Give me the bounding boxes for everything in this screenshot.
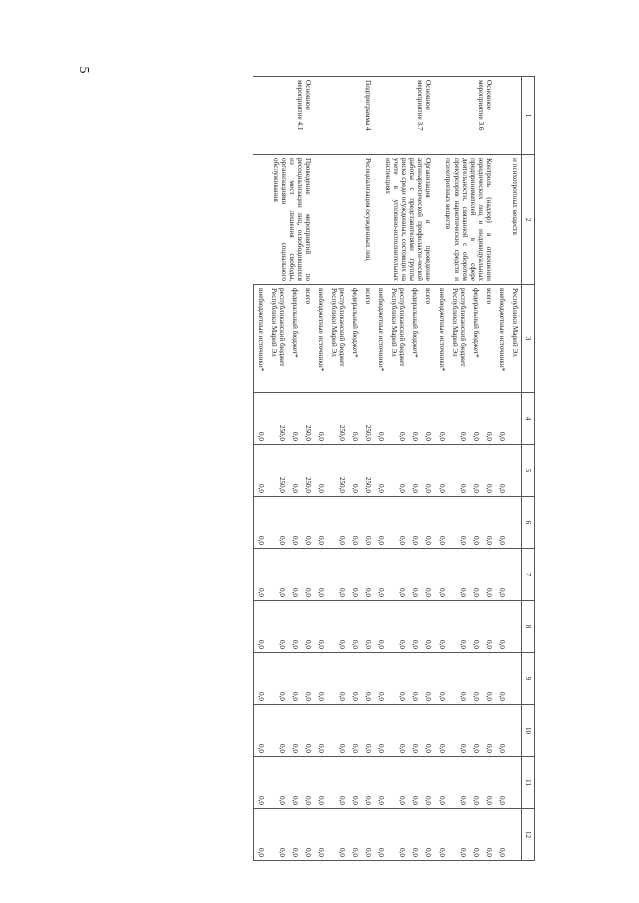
- amount-cell: 0,0: [482, 601, 495, 653]
- amount-cell: 0,0: [348, 757, 361, 809]
- amount-cell: 0,0: [314, 757, 327, 809]
- amount-cell: 0,0: [327, 653, 348, 705]
- amount-cell: 250,0: [301, 445, 314, 497]
- program-code-cell: Подпрограмма 4: [314, 77, 374, 155]
- amount-cell: 0,0: [495, 757, 508, 809]
- amount-cell: 0,0: [361, 497, 374, 549]
- amount-cell: 0,0: [361, 653, 374, 705]
- amount-cell: 0,0: [469, 445, 482, 497]
- amount-cell: 0,0: [408, 497, 421, 549]
- amount-cell: 0,0: [314, 497, 327, 549]
- amount-cell: 0,0: [482, 445, 495, 497]
- amount-cell: 0,0: [421, 601, 434, 653]
- header-cell: 3: [521, 285, 534, 393]
- header-cell: 7: [521, 549, 534, 601]
- amount-cell: 0,0: [314, 445, 327, 497]
- amount-cell: 0,0: [253, 445, 267, 497]
- amount-cell: 0,0: [495, 705, 508, 757]
- amount-cell: 0,0: [387, 809, 408, 861]
- amount-cell: 0,0: [253, 601, 267, 653]
- amount-cell: 0,0: [408, 653, 421, 705]
- amount-cell: 0,0: [469, 705, 482, 757]
- amount-cell: 0,0: [301, 549, 314, 601]
- amount-cell: 0,0: [408, 757, 421, 809]
- funding-source-cell: республиканский бюджет Республики Марий Эл: [448, 285, 469, 393]
- amount-cell: 0,0: [482, 653, 495, 705]
- amount-cell: 0,0: [469, 549, 482, 601]
- header-cell: 8: [521, 601, 534, 653]
- amount-cell: 0,0: [301, 497, 314, 549]
- amount-cell: 0,0: [253, 549, 267, 601]
- amount-cell: 0,0: [482, 393, 495, 445]
- program-description-cell: и психотропных веществ: [495, 155, 522, 285]
- amount-cell: 0,0: [348, 705, 361, 757]
- funding-source-cell: республиканский бюджет Республики Марий Эл: [387, 285, 408, 393]
- amount-cell: 0,0: [435, 393, 448, 445]
- program-code-cell: [495, 77, 522, 155]
- amount-cell: 0,0: [374, 497, 387, 549]
- amount-cell: 0,0: [327, 497, 348, 549]
- amount-cell: 0,0: [314, 601, 327, 653]
- amount-cell: 0,0: [495, 445, 508, 497]
- amount-cell: 0,0: [469, 653, 482, 705]
- amount-cell: 0,0: [301, 757, 314, 809]
- amount-cell: 0,0: [253, 705, 267, 757]
- amount-cell: 0,0: [495, 809, 508, 861]
- amount-cell: 0,0: [421, 705, 434, 757]
- amount-cell: 0,0: [288, 705, 301, 757]
- funding-source-cell: всего: [482, 285, 495, 393]
- amount-cell: 0,0: [288, 393, 301, 445]
- amount-cell: 0,0: [387, 653, 408, 705]
- amount-cell: 250,0: [267, 393, 288, 445]
- funding-source-cell: федеральный бюджет*: [408, 285, 421, 393]
- amount-cell: 0,0: [374, 757, 387, 809]
- amount-cell: 0,0: [301, 601, 314, 653]
- amount-cell: 0,0: [361, 705, 374, 757]
- amount-cell: 0,0: [408, 705, 421, 757]
- amount-cell: 0,0: [348, 549, 361, 601]
- amount-cell: [508, 497, 522, 549]
- amount-cell: 0,0: [361, 757, 374, 809]
- amount-cell: 0,0: [267, 809, 288, 861]
- budget-table: [253, 76, 535, 861]
- amount-cell: 0,0: [288, 757, 301, 809]
- amount-cell: 0,0: [435, 653, 448, 705]
- amount-cell: 0,0: [288, 809, 301, 861]
- amount-cell: 0,0: [374, 393, 387, 445]
- amount-cell: 0,0: [469, 601, 482, 653]
- amount-cell: [508, 809, 522, 861]
- amount-cell: 0,0: [421, 757, 434, 809]
- program-code-cell: Основное мероприятие 3.7: [374, 77, 434, 155]
- amount-cell: 0,0: [374, 549, 387, 601]
- amount-cell: [508, 653, 522, 705]
- amount-cell: 0,0: [495, 549, 508, 601]
- amount-cell: 0,0: [301, 705, 314, 757]
- table-row: [301, 77, 314, 861]
- amount-cell: 0,0: [435, 497, 448, 549]
- funding-source-cell: внебюджетные источники*: [314, 285, 327, 393]
- amount-cell: 0,0: [435, 809, 448, 861]
- amount-cell: 250,0: [327, 393, 348, 445]
- amount-cell: 0,0: [421, 497, 434, 549]
- amount-cell: [508, 757, 522, 809]
- amount-cell: [508, 393, 522, 445]
- amount-cell: 0,0: [348, 445, 361, 497]
- amount-cell: [508, 445, 522, 497]
- amount-cell: 0,0: [327, 809, 348, 861]
- amount-cell: 0,0: [469, 497, 482, 549]
- amount-cell: 0,0: [348, 653, 361, 705]
- amount-cell: 0,0: [469, 757, 482, 809]
- table-row: [482, 77, 495, 861]
- amount-cell: 0,0: [482, 809, 495, 861]
- header-cell: 2: [521, 155, 534, 285]
- program-description-cell: Проведение мероприятий по ресоциализации лиц, освободившихся из мест лишения свободы, организациями социального обслуживания: [253, 155, 314, 285]
- amount-cell: 0,0: [253, 757, 267, 809]
- amount-cell: 0,0: [448, 757, 469, 809]
- header-cell: 1: [521, 77, 534, 155]
- amount-cell: 0,0: [421, 445, 434, 497]
- amount-cell: 0,0: [448, 809, 469, 861]
- funding-source-cell: внебюджетные источники*: [435, 285, 448, 393]
- amount-cell: [508, 549, 522, 601]
- amount-cell: [508, 705, 522, 757]
- table-row: [361, 77, 374, 861]
- amount-cell: 0,0: [301, 653, 314, 705]
- amount-cell: 0,0: [267, 549, 288, 601]
- funding-source-cell: республиканский бюджет Республики Марий Эл: [267, 285, 288, 393]
- amount-cell: 0,0: [288, 653, 301, 705]
- funding-source-cell: федеральный бюджет*: [469, 285, 482, 393]
- amount-cell: 0,0: [267, 497, 288, 549]
- amount-cell: 0,0: [327, 757, 348, 809]
- funding-source-cell: внебюджетные источники*: [495, 285, 508, 393]
- amount-cell: 0,0: [314, 705, 327, 757]
- funding-source-cell: всего: [361, 285, 374, 393]
- amount-cell: 0,0: [267, 757, 288, 809]
- amount-cell: 0,0: [348, 497, 361, 549]
- program-description-cell: Ресоциализация осужденных лиц: [314, 155, 374, 285]
- funding-source-cell: федеральный бюджет*: [348, 285, 361, 393]
- funding-source-cell: всего: [421, 285, 434, 393]
- amount-cell: 0,0: [348, 393, 361, 445]
- amount-cell: 0,0: [387, 549, 408, 601]
- amount-cell: 0,0: [435, 705, 448, 757]
- amount-cell: 0,0: [421, 809, 434, 861]
- amount-cell: 0,0: [448, 549, 469, 601]
- funding-source-cell: республиканский бюджет Республики Марий Эл: [327, 285, 348, 393]
- amount-cell: 0,0: [448, 497, 469, 549]
- amount-cell: 0,0: [387, 601, 408, 653]
- amount-cell: 0,0: [421, 549, 434, 601]
- amount-cell: 0,0: [374, 445, 387, 497]
- amount-cell: 0,0: [374, 705, 387, 757]
- header-cell: 9: [521, 653, 534, 705]
- amount-cell: 0,0: [253, 393, 267, 445]
- amount-cell: [508, 601, 522, 653]
- funding-source-cell: внебюджетные источники*: [374, 285, 387, 393]
- amount-cell: 250,0: [301, 393, 314, 445]
- amount-cell: 0,0: [435, 601, 448, 653]
- amount-cell: 0,0: [408, 601, 421, 653]
- amount-cell: 250,0: [327, 445, 348, 497]
- amount-cell: 0,0: [421, 653, 434, 705]
- amount-cell: 0,0: [448, 601, 469, 653]
- amount-cell: 0,0: [387, 757, 408, 809]
- header-cell: 4: [521, 393, 534, 445]
- amount-cell: 0,0: [253, 809, 267, 861]
- amount-cell: 0,0: [374, 809, 387, 861]
- amount-cell: 0,0: [448, 653, 469, 705]
- program-code-cell: Основное мероприятие 3.6: [435, 77, 495, 155]
- amount-cell: 0,0: [361, 601, 374, 653]
- amount-cell: 0,0: [288, 549, 301, 601]
- amount-cell: 0,0: [435, 757, 448, 809]
- amount-cell: 0,0: [267, 705, 288, 757]
- amount-cell: 0,0: [448, 445, 469, 497]
- amount-cell: 0,0: [267, 653, 288, 705]
- amount-cell: 0,0: [387, 497, 408, 549]
- amount-cell: 250,0: [267, 445, 288, 497]
- table-body: [253, 77, 521, 861]
- amount-cell: 0,0: [469, 809, 482, 861]
- amount-cell: 0,0: [408, 549, 421, 601]
- funding-source-cell: Республики Марий Эл: [508, 285, 522, 393]
- header-cell: 12: [521, 809, 534, 861]
- amount-cell: 0,0: [408, 393, 421, 445]
- amount-cell: 0,0: [495, 393, 508, 445]
- amount-cell: 0,0: [361, 549, 374, 601]
- table-row: [508, 77, 522, 861]
- amount-cell: 0,0: [288, 497, 301, 549]
- amount-cell: 0,0: [435, 549, 448, 601]
- amount-cell: 0,0: [482, 497, 495, 549]
- amount-cell: 0,0: [495, 497, 508, 549]
- amount-cell: 0,0: [314, 653, 327, 705]
- amount-cell: 0,0: [448, 705, 469, 757]
- header-cell: 11: [521, 757, 534, 809]
- funding-source-cell: федеральный бюджет*: [288, 285, 301, 393]
- amount-cell: 0,0: [253, 653, 267, 705]
- table-row: [421, 77, 434, 861]
- amount-cell: 0,0: [348, 809, 361, 861]
- amount-cell: 0,0: [253, 497, 267, 549]
- amount-cell: 250,0: [361, 445, 374, 497]
- amount-cell: 0,0: [288, 601, 301, 653]
- amount-cell: 0,0: [361, 809, 374, 861]
- amount-cell: 0,0: [327, 705, 348, 757]
- funding-source-cell: внебюджетные источники*: [253, 285, 267, 393]
- amount-cell: 0,0: [374, 653, 387, 705]
- amount-cell: 0,0: [374, 601, 387, 653]
- amount-cell: 0,0: [314, 809, 327, 861]
- amount-cell: 0,0: [408, 809, 421, 861]
- program-code-cell: Основное мероприятие 4.1: [253, 77, 314, 155]
- header-cell: 5: [521, 445, 534, 497]
- amount-cell: 0,0: [387, 393, 408, 445]
- amount-cell: 0,0: [421, 393, 434, 445]
- amount-cell: 0,0: [495, 601, 508, 653]
- amount-cell: 0,0: [348, 601, 361, 653]
- amount-cell: 0,0: [267, 601, 288, 653]
- funding-source-cell: всего: [301, 285, 314, 393]
- amount-cell: 0,0: [482, 705, 495, 757]
- amount-cell: 0,0: [301, 809, 314, 861]
- header-row: [521, 77, 534, 861]
- amount-cell: 0,0: [448, 393, 469, 445]
- amount-cell: 0,0: [327, 601, 348, 653]
- amount-cell: 0,0: [482, 757, 495, 809]
- amount-cell: 0,0: [327, 549, 348, 601]
- header-cell: 10: [521, 705, 534, 757]
- amount-cell: 0,0: [387, 445, 408, 497]
- amount-cell: 250,0: [361, 393, 374, 445]
- amount-cell: 0,0: [314, 393, 327, 445]
- amount-cell: 0,0: [288, 445, 301, 497]
- amount-cell: 0,0: [482, 549, 495, 601]
- page-number: 5: [76, 66, 91, 74]
- amount-cell: 0,0: [469, 393, 482, 445]
- header-cell: 6: [521, 497, 534, 549]
- amount-cell: 0,0: [495, 653, 508, 705]
- program-description-cell: Контроль (надзор) в отношении юридических лиц и индивидуальных предпринимателей в сфере деятельности, связанной с оборотом прекурсоров наркотических средств и психотропных веществ: [435, 155, 495, 285]
- amount-cell: 0,0: [435, 445, 448, 497]
- amount-cell: 0,0: [314, 549, 327, 601]
- amount-cell: 0,0: [408, 445, 421, 497]
- amount-cell: 0,0: [387, 705, 408, 757]
- program-description-cell: Организация и проведение антинаркотической профилакти-ческой работы с представителями группы риска среди осужденных, состоящих на учете в уголовно-исполнительных инспекциях: [374, 155, 434, 285]
- landscape-table-container: [110, 76, 535, 860]
